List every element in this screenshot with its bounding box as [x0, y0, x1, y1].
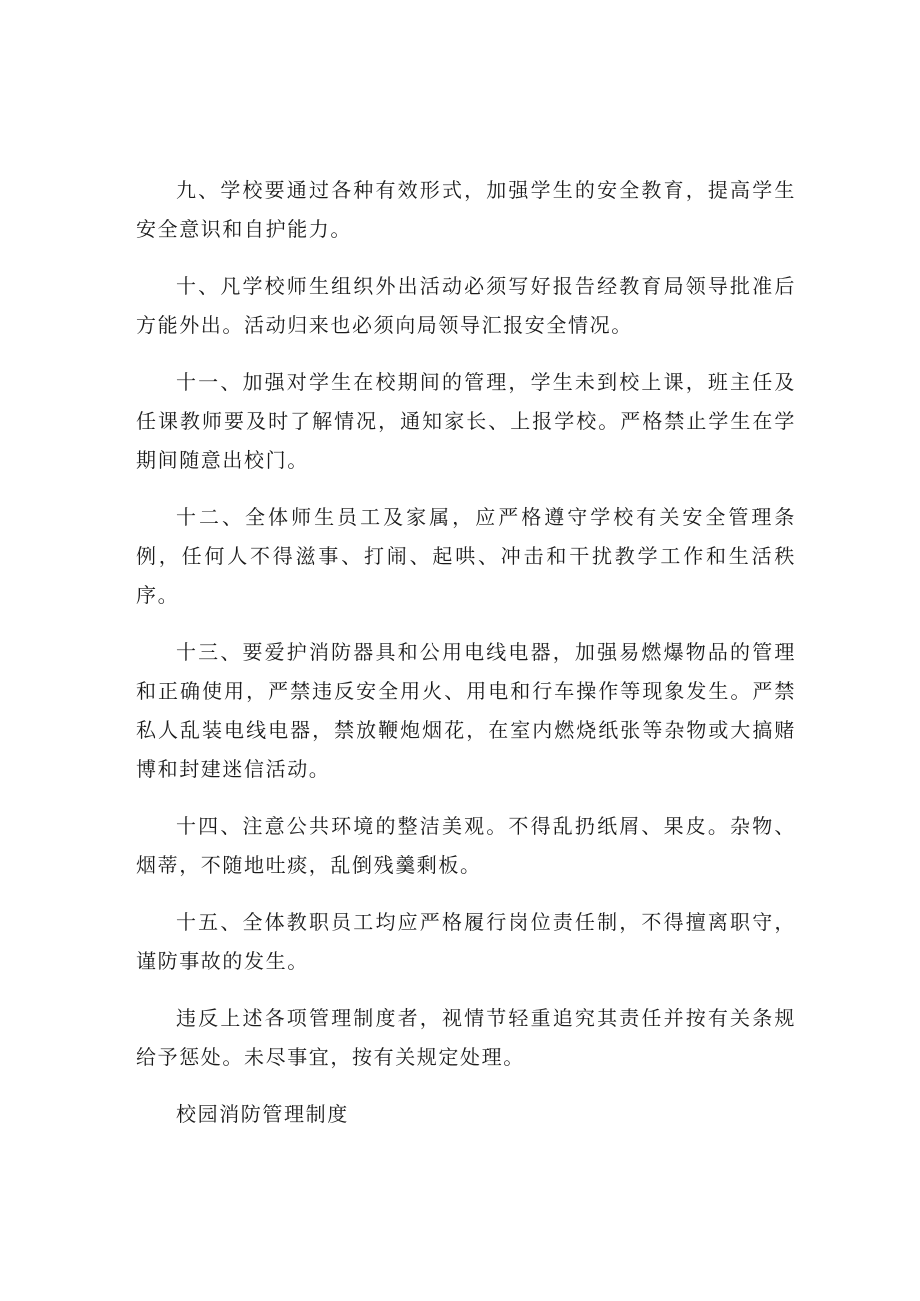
document-body [136, 171, 796, 1134]
paragraph-item-11: 十一、加强对学生在校期间的管理，学生未到校上课，班主任及任课教师要及时了解情况，通知家长、上报学校。严格禁止学生在学期间随意出校门。 [136, 370, 796, 472]
section-heading: 校园消防管理制度 [176, 1102, 349, 1126]
paragraph-item-14: 十四、注意公共环境的整洁美观。不得乱扔纸屑、果皮。杂物、烟蒂，不随地吐痰，乱倒残羹剩板。 [136, 814, 796, 877]
paragraph-item-12: 十二、全体师生员工及家属，应严格遵守学校有关安全管理条例，任何人不得滋事、打闹、起哄、冲击和干扰教学工作和生活秩序。 [136, 505, 796, 607]
paragraph-item-13: 十三、要爱护消防器具和公用电线电器，加强易燃爆物品的管理和正确使用，严禁违反安全用火、用电和行车操作等现象发生。严禁私人乱装电线电器，禁放鞭炮烟花，在室内燃烧纸张等杂物或大搞赌博和封建迷信活动。 [136, 640, 796, 781]
paragraph-item-15: 十五、全体教职员工均应严格履行岗位责任制，不得擅离职守，谨防事故的发生。 [136, 910, 796, 973]
paragraph-item-10: 十、凡学校师生组织外出活动必须写好报告经教育局领导批准后方能外出。活动归来也必须向局领导汇报安全情况。 [136, 274, 796, 337]
paragraph-item-9: 九、学校要通过各种有效形式，加强学生的安全教育，提高学生安全意识和自护能力。 [136, 178, 796, 241]
paragraph-penalty: 违反上述各项管理制度者，视情节轻重追究其责任并按有关条规给予惩处。未尽事宜，按有关规定处理。 [136, 1006, 796, 1069]
